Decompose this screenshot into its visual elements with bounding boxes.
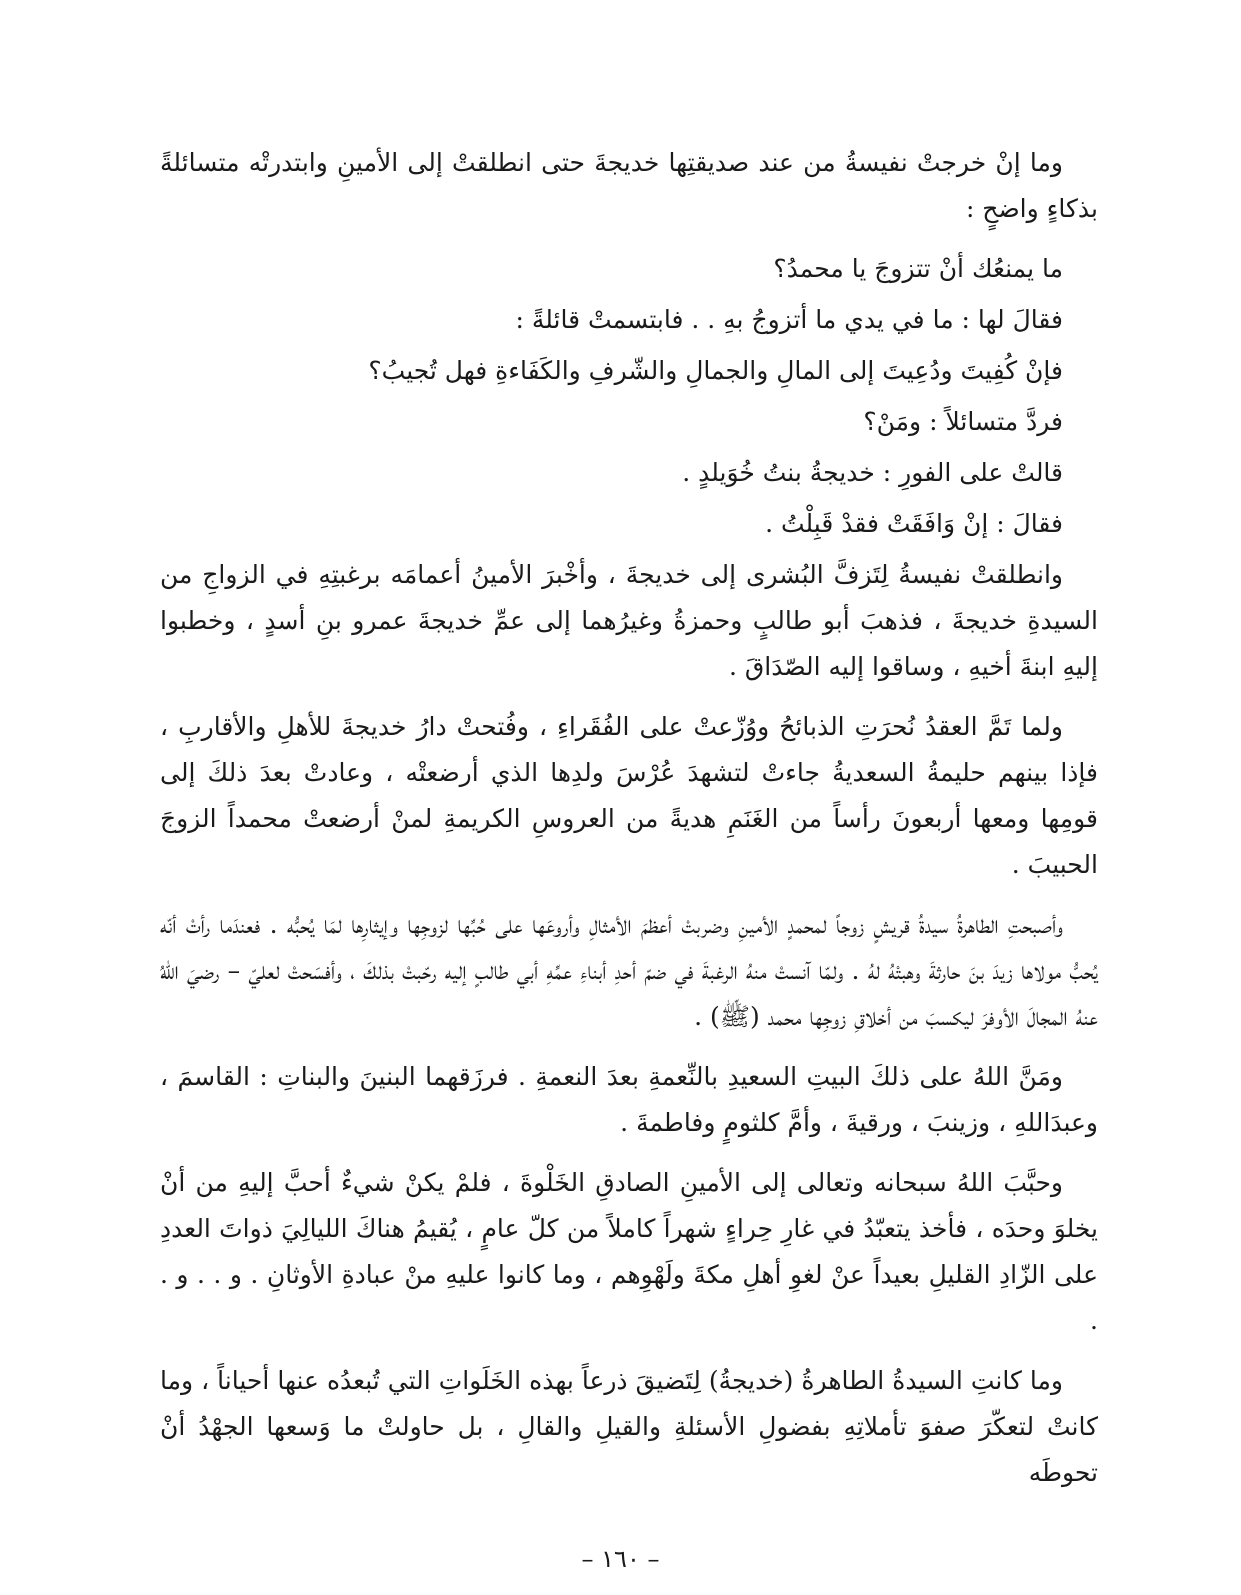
paragraph: وما كانتِ السيدةُ الطاهرةُ (خديجةُ) لِتَضيقَ ذرعاً بهذه الخَلَواتِ التي تُبعدُه عنها أحياناً ، وما كانتْ لتعكّرَ صفوَ تأملاتِهِ بفضولِ الأسئلةِ والقيلِ والقالِ ، بل حاولتْ ما وَسعها الجهْدُ أنْ تحوطَه <box>160 1366 1098 1487</box>
dialogue-line: فردَّ متسائلاً : ومَنْ؟ <box>863 407 1063 436</box>
dialogue-line: فقالَ : إنْ وَافَقَتْ فقدْ قَبِلْتُ . <box>765 509 1063 538</box>
dialogue-line: فإنْ كُفِيتَ ودُعِيتَ إلى المالِ والجمالِ والشّرفِ والكَفَاءةِ فهل تُجيبُ؟ <box>368 356 1063 385</box>
paragraph: وحبَّبَ اللهُ سبحانه وتعالى إلى الأمينِ الصادقِ الخَلْوةَ ، فلمْ يكنْ شيءٌ أحبَّ إليهِ من أنْ يخلوَ وحدَه ، فأخذ يتعبّدُ في غارِ حِراءٍ شهراً كاملاً من كلّ عامٍ ، يُقيمُ هناكَ الليالِيَ ذواتَ العددِ على الزّادِ القليلِ بعيداً عنْ لغوِ أهلِ مكةَ ولَهْوِهم ، وما كانوا عليهِ منْ عبادةِ الأوثانِ . و . . و . . <box>160 1168 1098 1335</box>
body-text <box>160 140 1098 1510</box>
dialogue-line: قالتْ على الفورِ : خديجةُ بنتُ خُوَيلدٍ . <box>682 458 1063 487</box>
page-number: – ١٦٠ – <box>581 1545 660 1573</box>
dialogue-line: فقالَ لها : ما في يدي ما أتزوجُ بهِ . . فابتسمتْ قائلةً : <box>515 305 1063 334</box>
paragraph: وانطلقتْ نفيسةُ لِتَزفَّ البُشرى إلى خديجةَ ، وأخْبرَ الأمينُ أعمامَه برغبتِهِ في الزواجِ من السيدةِ خديجةَ ، فذهبَ أبو طالبٍ وحمزةُ وغيرُهما إلى عمِّ خديجةَ عمرو بنِ أسدٍ ، وخطبوا إليهِ ابنةَ أخيهِ ، وساقوا إليه الصّدَاقَ . <box>160 560 1098 681</box>
paragraph: وما إنْ خرجتْ نفيسةُ من عند صديقتِها خديجةَ حتى انطلقتْ إلى الأمينِ وابتدرتْه متسائلةً بذكاءٍ واضحٍ : <box>160 148 1098 223</box>
paragraph: وأصبحتِ الطاهرةُ سيدةُ قريشٍ زوجاً لمحمدٍ الأمينِ وضربتْ أعظمَ الأمثالِ وأروعَها على حُبِّها لزوجِها وإيثارِها لمَا يُحبُّه . فعندَما رأتْ أنّه يُحبُّ مولاها زيدَ بنَ حارثةَ وهبتْهُ لهُ . ولمّا آنستْ منهُ الرغبةَ في ضمّ أحدِ أبناءِ عمِّهِ أبي طالبٍ إليه رحّبتْ بذلكَ ، وأفسَحتْ لعليّ – رضيَ اللهُ عنهُ المجالَ الأوفرَ ليكسبَ من أخلاقِ زوجِها محمد (ﷺ) . <box>160 910 1098 1031</box>
paragraph: ومَنَّ اللهُ على ذلكَ البيتِ السعيدِ بالنِّعمةِ بعدَ النعمةِ . فرزَقهما البنينَ والبناتِ : القاسمَ ، وعبدَاللهِ ، وزينبَ ، ورقيةَ ، وأمَّ كلثومٍ وفاطمةَ . <box>160 1062 1098 1137</box>
paragraph: ولما تَمَّ العقدُ نُحرَتِ الذبائحُ ووُزّعتْ على الفُقَراءِ ، وفُتحتْ دارُ خديجةَ للأهلِ والأقاربِ ، فإذا بينهم حليمةُ السعديةُ جاءتْ لتشهدَ عُرْسَ ولدِها الذي أرضعتْه ، وعادتْ بعدَ ذلكَ إلى قومِها ومعها أربعونَ رأساً من الغَنَمِ هديةً من العروسِ الكريمةِ لمنْ أرضعتْ محمداً الزوجَ الحبيبَ . <box>160 712 1098 879</box>
dialogue-line: ما يمنعُك أنْ تتزوجَ يا محمدُ؟ <box>773 254 1063 283</box>
